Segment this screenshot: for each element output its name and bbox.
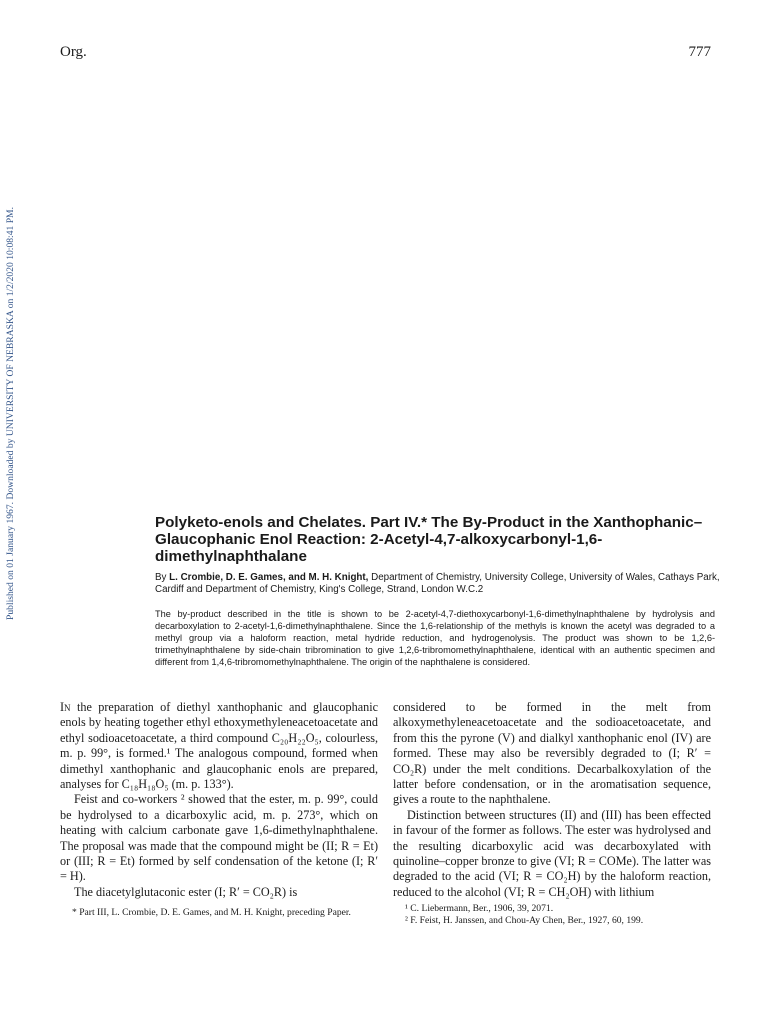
paragraph bbox=[60, 700, 378, 792]
affiliation: Department of Chemistry, University College, University of Wales, Cathays Park, Cardiff and Department of Chemistry, King's College, Strand, London W.C.2 bbox=[155, 572, 720, 595]
paragraph: The diacetylglutaconic ester (I; R′ = CO₂R) is bbox=[74, 884, 298, 899]
journal-name: Org. bbox=[60, 44, 87, 60]
paragraph-text: the preparation of diethyl xanthophanic and glaucophanic enols by heating together ethyl ethoxymethyleneacetoacetate and ethyl sodioacetoacetate, a third compound C₂₀H₂₂O₅, colourless, m. p. 99°, is formed.¹ The analogous compound, formed when dimethyl xanthophanic and glaucophanic enols are prepared, analyses for C₁₈H₁₈O₅ (m. p. 133°). bbox=[60, 700, 379, 792]
paragraph: considered to be formed in the melt from alkoxymethyleneacetoacetate and the sodioacetoacetate, and from this the pyrone (V) and dialkyl xanthophanic enol (IV) are formed. These may also be reversibly degraded to (I; R′ = CO₂R) under the melt conditions. Decarbalkoxylation of the latter before condensation, or in the aromatisation sequence, gives a route to the naphthalene. bbox=[393, 700, 711, 807]
reference-1: ¹ C. Liebermann, Ber., 1906, 39, 2071. bbox=[405, 903, 554, 914]
body-column-right bbox=[393, 700, 711, 900]
authors-block bbox=[155, 572, 720, 596]
paragraph: Distinction between structures (II) and (III) has been effected in favour of the former as follows. The ester was hydrolysed and the resulting dicarboxylic acid was decarboxylated with quinoline–copper bronze to give (VI; R = COMe). The latter was degraded to the acid (VI; R = CO₂H) by the haloform reaction, reduced to the alcohol (VI; R = CH₂OH) with lithium bbox=[393, 807, 711, 899]
article-title: Polyketo-enols and Chelates. Part IV.* The By-Product in the Xanthophanic–Glaucophanic Enol Reaction: 2-Acetyl-4,7-alkoxycarbonyl-1,6-dimethylnaphthalane bbox=[155, 514, 703, 565]
download-watermark: Published on 01 January 1967. Downloaded by UNIVERSITY OF NEBRASKA on 1/2/2020 10:08:41 PM. bbox=[5, 207, 16, 620]
paragraph: Feist and co-workers ² showed that the ester, m. p. 99°, could be hydrolysed to a dicarboxylic acid, m. p. 273°, which on heating with calcium carbonate gave 1,6-dimethylnaphthalene. The proposal was made that the compound might be (II; R = Et) or (III; R = Et) formed by self condensation of the ketone (I; R′ = H). bbox=[60, 792, 378, 884]
abstract: The by-product described in the title is shown to be 2-acetyl-4,7-diethoxycarbonyl-1,6-dimethylnaphthalene by hydrolysis and decarboxylation to 2-acetyl-1,6-dimethylnaphthalene. Since the 1,6-relationship of the methyls is known the acetyl was degraded to a methyl group via a haloform reaction, metal hydride reduction, and hydrogenolysis. The product was shown to be 1,2,6-trimethylnaphthalene by side-chain tribromination to give 1,2,6-tribromomethylnaphthalene, identical with an authentic specimen and different from 1,4,6-tribromomethylnaphthalene. The origin of the naphthalene is considered. bbox=[155, 609, 715, 667]
page-number: 777 bbox=[688, 44, 711, 60]
drop-cap-word: In bbox=[60, 700, 71, 714]
references bbox=[393, 903, 711, 926]
authors-prefix: By bbox=[155, 572, 167, 583]
reference-2: ² F. Feist, H. Janssen, and Chou-Ay Chen, Ber., 1927, 60, 199. bbox=[405, 914, 644, 926]
body-column-left bbox=[60, 700, 378, 900]
authors-names: L. Crombie, D. E. Games, and M. H. Knight, bbox=[169, 572, 369, 583]
footnote-star: * Part III, L. Crombie, D. E. Games, and M. H. Knight, preceding Paper. bbox=[72, 907, 351, 918]
